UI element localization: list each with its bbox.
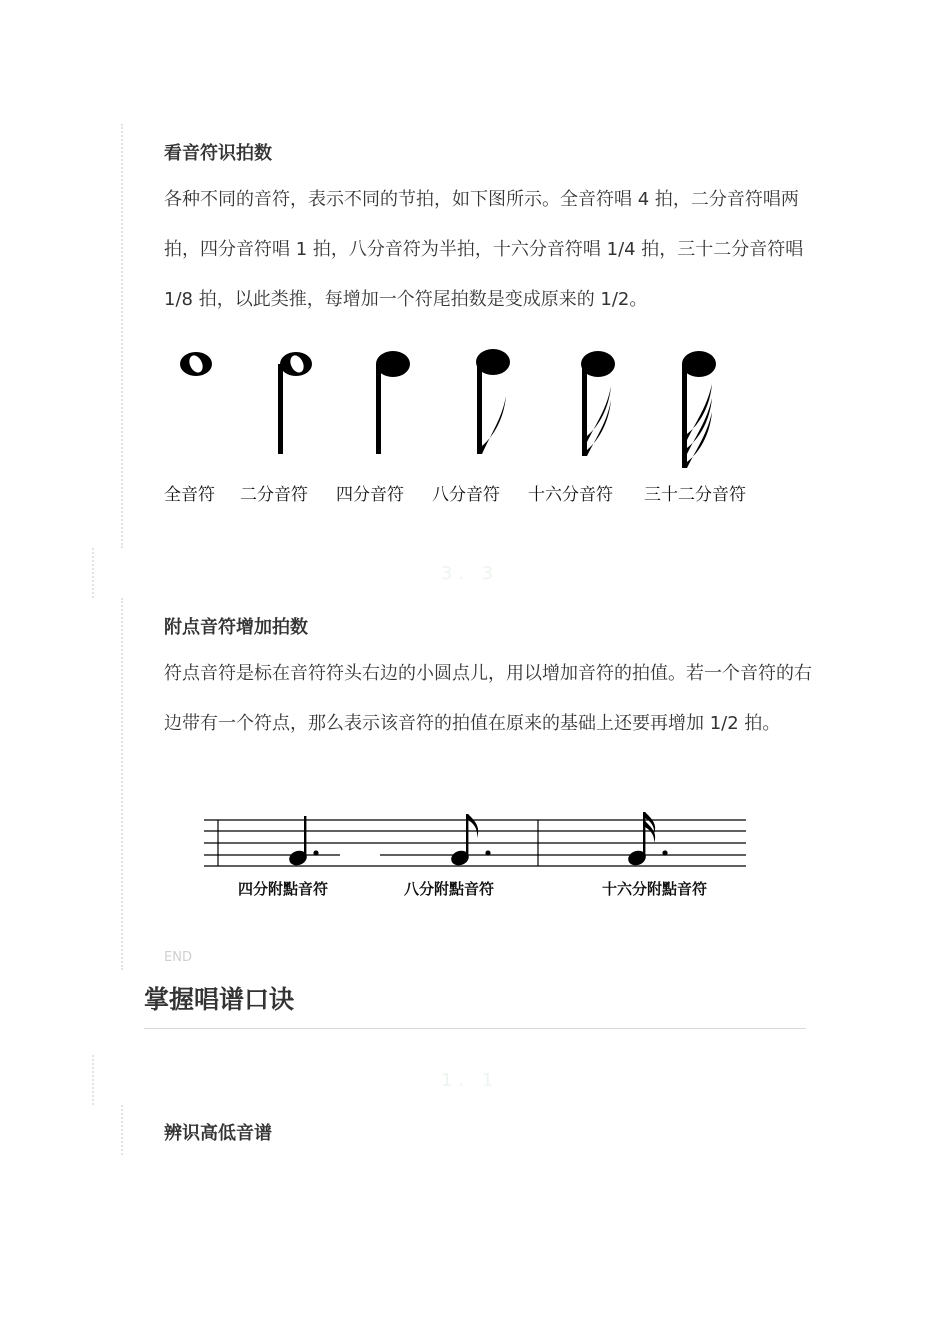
section-paragraph: 符点音符是标在音符符头右边的小圆点儿，用以增加音符的拍值。若一个音符的右边带有一个符点，那么表示该音符的拍值在原来的基础上还要再增加 1/2 拍。 (164, 663, 812, 734)
chapter-divider (144, 1028, 806, 1029)
sixteenth-note-icon (581, 351, 615, 456)
note-label-sixteenth: 十六分音符 (528, 485, 613, 505)
section-heading: 辨识高低音谱 (164, 1123, 272, 1144)
section-guide-line (121, 124, 123, 548)
dotted-eighth-note-icon (449, 814, 490, 868)
dotted-label-eighth: 八分附點音符 (404, 880, 495, 898)
section-heading: 附点音符增加拍数 (164, 617, 308, 638)
section-guide-line (121, 1105, 123, 1155)
dotted-quarter-note-icon (287, 816, 318, 868)
quarter-note-icon (376, 351, 410, 454)
note-label-eighth: 八分音符 (432, 485, 500, 505)
note-label-half: 二分音符 (240, 485, 308, 505)
half-note-icon (278, 352, 312, 454)
section-guide-line (121, 598, 123, 970)
section-heading: 看音符识拍数 (164, 143, 272, 164)
note-label-quarter: 四分音符 (336, 485, 404, 505)
dotted-notes-staff-figure (200, 808, 750, 876)
note-values-figure (160, 340, 780, 480)
thirty-second-note-icon (682, 351, 716, 468)
section-paragraph: 各种不同的音符，表示不同的节拍，如下图所示。全音符唱 4 拍，二分音符唱两拍，四分音符唱 1 拍，八分音符为半拍，十六分音符唱 1/4 拍，三十二分音符唱 1/8 拍，以此类推，每增加一个符尾拍数是变成原来的 1/2。 (164, 189, 804, 310)
chapter-title: 掌握唱谱口诀 (144, 985, 295, 1014)
end-marker: END (164, 950, 192, 965)
whole-note-icon (180, 352, 212, 376)
dotted-label-sixteenth: 十六分附點音符 (602, 880, 708, 898)
dotted-label-quarter: 四分附點音符 (238, 880, 329, 898)
section-number: 3. 3 (440, 563, 500, 584)
eighth-note-icon (476, 349, 510, 454)
note-label-thirty-second: 三十二分音符 (644, 485, 746, 505)
section-number: 1. 1 (440, 1070, 500, 1091)
note-label-whole: 全音符 (164, 485, 215, 505)
staff-lines (204, 820, 746, 866)
